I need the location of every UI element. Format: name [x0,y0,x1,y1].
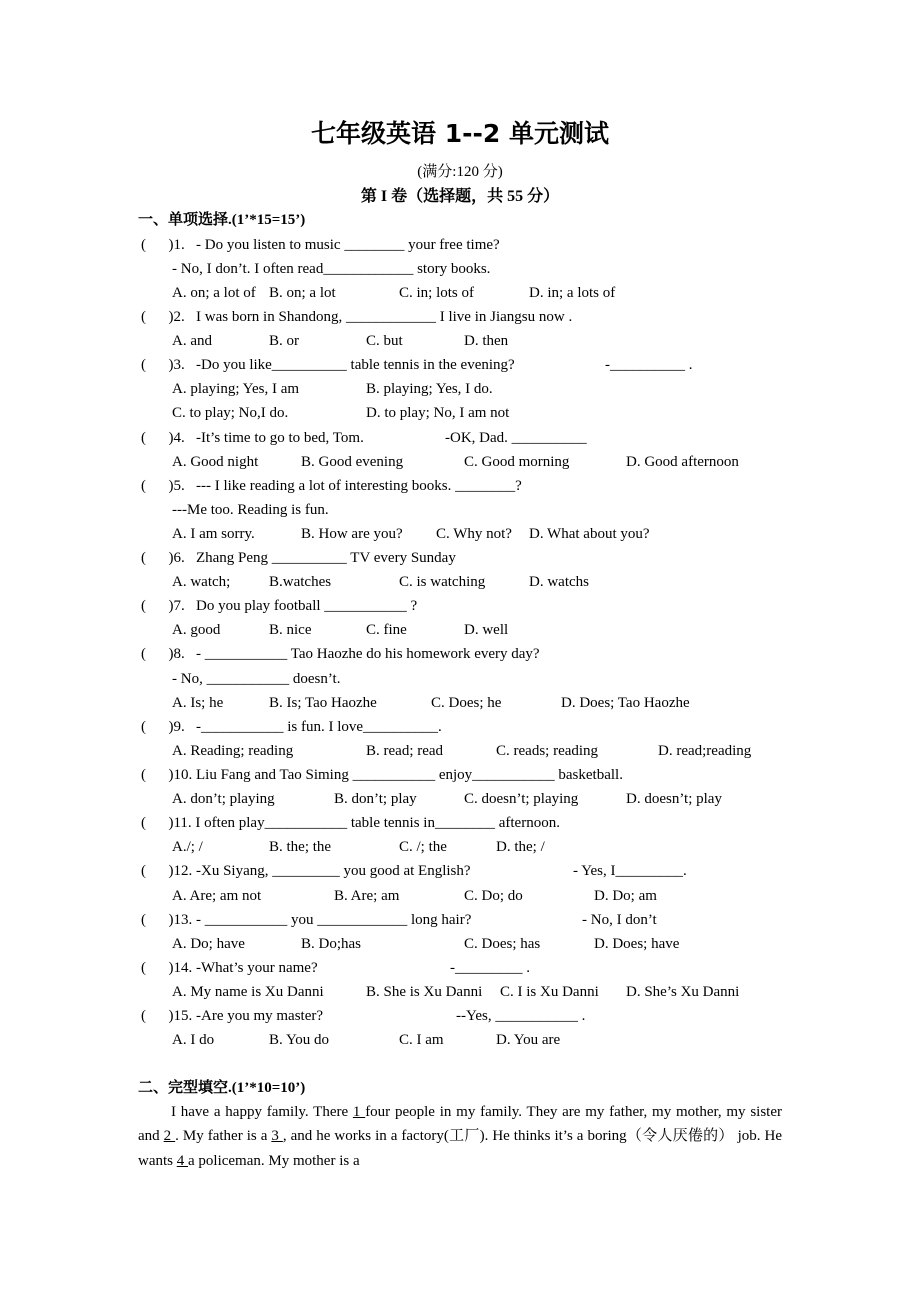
question-option: D. read;reading [658,743,752,759]
section1-heading: 一、单项选择.(1’*15=15’) [138,212,306,228]
question-option: B. read; read [366,743,444,759]
cloze-blank-1[interactable]: 1 [352,1104,366,1120]
question-option: C. doesn’t; playing [464,791,579,807]
question-option: C. fine [366,622,407,638]
question-option: C. /; the [399,839,447,855]
cloze-text-3: . My father is a [175,1128,272,1145]
question-line: - No, I don’t. I often read____________ story books. [172,261,491,277]
question-option: B. Is; Tao Haozhe [269,695,377,711]
question-option: D. doesn’t; play [626,791,722,807]
question-option: C. in; lots of [399,285,475,301]
question-option: C. but [366,333,403,349]
question-option: D. Does; have [594,936,680,952]
question-option: B. Good evening [301,454,404,470]
question-option: C. I is Xu Danni [500,984,599,1000]
question-line: ( )14. -What’s your name? [141,960,318,976]
question-option: B. She is Xu Danni [366,984,483,1000]
question-option: - No, I don’t [582,912,657,928]
question-line: ( )11. I often play___________ table tennis in________ afternoon. [141,815,560,831]
question-line: ( )3. -Do you like__________ table tennis in the evening? [141,357,515,373]
question-line: ( )9. -___________ is fun. I love__________. [141,719,442,735]
cloze-text-1: I have a happy family. There [171,1104,353,1120]
question-line: ( )10. Liu Fang and Tao Siming ___________ enjoy___________ basketball. [141,767,623,783]
question-option: -OK, Dad. __________ [445,430,587,446]
question-line: A. My name is Xu Danni [172,984,324,1000]
question-option: D. in; a lots of [529,285,616,301]
question-line: ( )13. - ___________ you ____________ long hair? [141,912,472,928]
question-option: B. Are; am [334,888,400,904]
question-option: D. then [464,333,509,349]
question-option: D. Do; am [594,888,657,904]
question-line: ( )4. -It’s time to go to bed, Tom. [141,430,364,446]
question-line: A. I do [172,1032,215,1048]
question-line: ( )12. -Xu Siyang, _________ you good at English? [141,863,471,879]
question-option: B. playing; Yes, I do. [366,381,493,397]
question-option: B. Do;has [301,936,361,952]
question-option: D. Does; Tao Haozhe [561,695,690,711]
question-line: C. to play; No,I do. [172,405,289,421]
section2-heading: 二、完型填空.(1’*10=10’) [138,1080,306,1096]
volume-heading: 第 I 卷（选择题，共 55 分） [360,188,560,205]
question-option: C. Good morning [464,454,570,470]
question-option: C. Does; has [464,936,541,952]
question-option: D. well [464,622,509,638]
question-line: A. I am sorry. [172,526,255,542]
question-line: A. don’t; playing [172,791,275,807]
question-line: A. watch; [172,574,231,590]
question-option: C. is watching [399,574,486,590]
question-option: -_________ . [450,960,530,976]
question-option: B.watches [269,574,332,590]
cloze-blank-3[interactable]: 3 [271,1128,283,1145]
question-line: A. Do; have [172,936,245,952]
question-option: B. on; a lot [269,285,336,301]
question-option: C. Does; he [431,695,502,711]
question-option: D. Good afternoon [626,454,739,470]
question-line: A. Reading; reading [172,743,294,759]
question-option: D. watchs [529,574,589,590]
question-line: A. Is; he [172,695,224,711]
question-option: D. She’s Xu Danni [626,984,740,1000]
question-option: --Yes, ___________ . [456,1008,586,1024]
question-option: B. or [269,333,299,349]
question-option: D. You are [496,1032,561,1048]
question-option: B. the; the [269,839,332,855]
question-line: ( )5. --- I like reading a lot of interesting books. ________? [141,478,522,494]
question-line: A. Good night [172,454,259,470]
question-option: B. don’t; play [334,791,417,807]
question-line: A. and [172,333,212,349]
cloze-text-4: , and he works in a factory(工厂). He thinks it’s a boring（令人厌倦的） job. He wants [138,1128,782,1169]
question-line: ( )6. Zhang Peng __________ TV every Sunday [141,550,456,566]
question-option: D. What about you? [529,526,650,542]
question-line: A. on; a lot of [172,285,256,301]
question-line: A./; / [172,839,203,855]
question-line: ( )2. I was born in Shandong, ____________ I live in Jiangsu now . [141,309,573,325]
question-line: ( )7. Do you play football ___________ ? [141,598,418,614]
question-line: ( )1. - Do you listen to music ________ your free time? [141,237,500,253]
question-line: ---Me too. Reading is fun. [172,502,329,518]
question-option: C. I am [399,1032,444,1048]
question-line: ( )15. -Are you my master? [141,1008,324,1024]
question-option: C. Why not? [436,526,512,542]
cloze-text-5: a policeman. My mother is a [188,1152,360,1169]
question-line: A. good [172,622,221,638]
question-option: B. nice [269,622,312,638]
cloze-blank-2[interactable]: 2 [163,1128,176,1145]
question-line: ( )8. - ___________ Tao Haozhe do his homework every day? [141,646,540,662]
full-score: (满分:120 分) [417,164,503,180]
question-line: - No, ___________ doesn’t. [172,671,341,687]
question-option: D. to play; No, I am not [366,405,510,421]
question-option: C. reads; reading [496,743,599,759]
question-option: C. Do; do [464,888,523,904]
question-option: -__________ . [605,357,693,373]
cloze-passage [138,1100,782,1173]
cloze-blank-4[interactable]: 4 [176,1152,188,1169]
question-option: B. You do [269,1032,330,1048]
question-option: D. the; / [496,839,545,855]
page-title: 七年级英语 1--2 单元测试 [311,119,609,148]
question-option: B. How are you? [301,526,403,542]
question-line: A. Are; am not [172,888,262,904]
cloze-text-2: four people in my family. They are my father, my mother, my sister and [138,1104,782,1145]
question-option: - Yes, I_________. [573,863,687,879]
question-line: A. playing; Yes, I am [172,381,300,397]
